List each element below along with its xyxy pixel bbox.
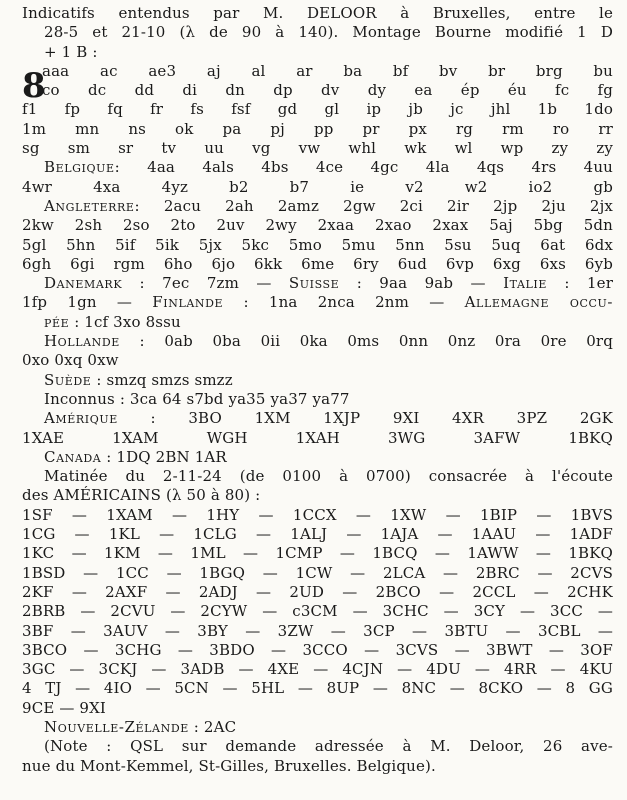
belgium-calls-line-2: co dc dd di dn dp dv dy ea ép éu fc fg [42, 81, 613, 100]
american-calls-line-5: 2KF — 2AXF — 2ADJ — 2UD — 2BCO — 2CCL — 2CHK [22, 582, 613, 601]
nz-label: Nouvelle-Zélande [44, 717, 189, 736]
drop-letter: 8 [22, 66, 46, 106]
belgium-calls-line-4: 1m mn ns ok pa pj pp pr px rg rm ro rr [22, 119, 613, 138]
suede-line [22, 371, 613, 390]
canada-calls: : 1DQ 2BN 1AR [106, 447, 227, 466]
allemagne-label-cont: pée [44, 312, 70, 331]
inconnus-line: Inconnus : 3ca 64 s7bd ya35 ya37 ya77 [44, 389, 350, 408]
american-calls-line-2: 1CG — 1KL — 1CLG — 1ALJ — 1AJA — 1AAU — 1ADF [22, 525, 613, 544]
italie-label: Italie [503, 274, 547, 293]
danemark-calls: : 7ec 7zm — [139, 274, 272, 293]
suisse-label: Suisse [288, 274, 340, 293]
danemark-label: Danemark [44, 274, 123, 293]
belgique-label: Belgique [44, 158, 115, 177]
allemagne-line-2 [22, 313, 613, 332]
belgium-calls-line-5: sg sm sr tv uu vg vw whl wk wl wp zy zy [22, 139, 613, 158]
suisse-calls: : 9aa 9ab — [356, 274, 486, 293]
nz-calls: : 2AC [193, 717, 237, 736]
american-calls-line-11: 9CE — 9XI [22, 698, 107, 717]
american-calls-line-7: 3BF — 3AUV — 3BY — 3ZW — 3CP — 3BTU — 3CBL — [22, 621, 613, 640]
intro-line-1: Indicatifs entendus par M. DELOOR à Bruxelles, entre le [22, 4, 613, 22]
nz-line [22, 718, 613, 737]
note-line-2: nue du Mont-Kemmel, St-Gilles, Bruxelles. Belgique). [22, 756, 436, 775]
canada-line [22, 448, 613, 467]
allemagne-label: Allemagne occu- [464, 293, 613, 312]
american-calls-line-6: 2BRB — 2CVU — 2CYW — c3CM — 3CHC — 3CY — 3CC — [22, 602, 613, 621]
angleterre-line-3: 5gl 5hn 5if 5ik 5jx 5kc 5mo 5mu 5nn 5su 5uq 6at 6dx [22, 235, 613, 254]
matinee-line-1: Matinée du 2-11-24 (de 0100 à 0700) consacrée à l'écoute [44, 467, 613, 486]
italie-calls-cont: 1fp 1gn — [22, 293, 133, 312]
hollande-line-2: 0xo 0xq 0xw [22, 351, 119, 370]
amerique-line-2: 1XAE 1XAM WGH 1XAH 3WG 3AFW 1BKQ [22, 428, 613, 447]
hollande-label: Hollande [44, 332, 120, 351]
suede-calls: : smzq smzs smzz [96, 370, 233, 389]
belgium-calls-line-1: aaa ac ae3 aj al ar ba bf bv br brg bu [42, 61, 613, 80]
belgium-calls-line-3: f1 fp fq fr fs fsf gd gl ip jb jc jhl 1b 1do [22, 100, 613, 119]
american-calls-line-9: 3GC — 3CKJ — 3ADB — 4XE — 4CJN — 4DU — 4RR — 4KU [22, 660, 613, 679]
matinee-line-2: des AMÉRICAINS (λ 50 à 80) : [22, 486, 261, 505]
belgique-line-2: 4wr 4xa 4yz b2 b7 ie v2 w2 io2 gb [22, 177, 613, 196]
amerique-label: Amérique [44, 409, 118, 428]
suede-label: Suède [44, 370, 92, 389]
canada-label: Canada [44, 447, 102, 466]
american-calls-line-3: 1KC — 1KM — 1ML — 1CMP — 1BCQ — 1AWW — 1BKQ [22, 544, 613, 563]
finlande-calls: : 1na 2nca 2nm — [243, 293, 445, 312]
belgique-line-1 [22, 158, 613, 177]
finlande-allemagne-line [22, 293, 613, 312]
angleterre-line-1 [22, 197, 613, 216]
hollande-line-1 [22, 332, 613, 351]
danemark-suisse-italie-line [22, 274, 613, 293]
italie-calls: : 1er [564, 274, 613, 293]
intro-line-3: + 1 B : [44, 42, 98, 61]
finlande-label: Finlande [152, 293, 224, 312]
belgique-calls: : 4aa 4als 4bs 4ce 4gc 4la 4qs 4rs 4uu [114, 158, 613, 177]
angleterre-line-4: 6gh 6gi rgm 6ho 6jo 6kk 6me 6ry 6ud 6vp 6xg 6xs 6yb [22, 254, 613, 273]
angleterre-label: Angleterre [44, 196, 135, 215]
intro-line-2: 28-5 et 21-10 (λ de 90 à 140). Montage Bourne modifié 1 D [44, 23, 613, 42]
note-line-1: (Note : QSL sur demande adressée à M. Deloor, 26 ave- [44, 737, 613, 756]
allemagne-calls: : 1cf 3xo 8ssu [74, 312, 181, 331]
angleterre-line-2: 2kw 2sh 2so 2to 2uv 2wy 2xaa 2xao 2xax 5aj 5bg 5dn [22, 216, 613, 235]
angleterre-calls: : 2acu 2ah 2amz 2gw 2ci 2ir 2jp 2ju 2jx [134, 196, 613, 215]
american-calls-line-1: 1SF — 1XAM — 1HY — 1CCX — 1XW — 1BIP — 1BVS [22, 505, 613, 524]
amerique-line-1 [22, 409, 613, 428]
amerique-calls: : 3BO 1XM 1XJP 9XI 4XR 3PZ 2GK [150, 409, 613, 428]
american-calls-line-8: 3BCO — 3CHG — 3BDO — 3CCO — 3CVS — 3BWT — 3OF [22, 640, 613, 659]
american-calls-line-10: 4 TJ — 4IO — 5CN — 5HL — 8UP — 8NC — 8CKO — 8 GG [22, 679, 613, 698]
american-calls-line-4: 1BSD — 1CC — 1BGQ — 1CW — 2LCA — 2BRC — 2CVS [22, 563, 613, 582]
hollande-calls: : 0ab 0ba 0ii 0ka 0ms 0nn 0nz 0ra 0re 0rq [139, 332, 613, 351]
